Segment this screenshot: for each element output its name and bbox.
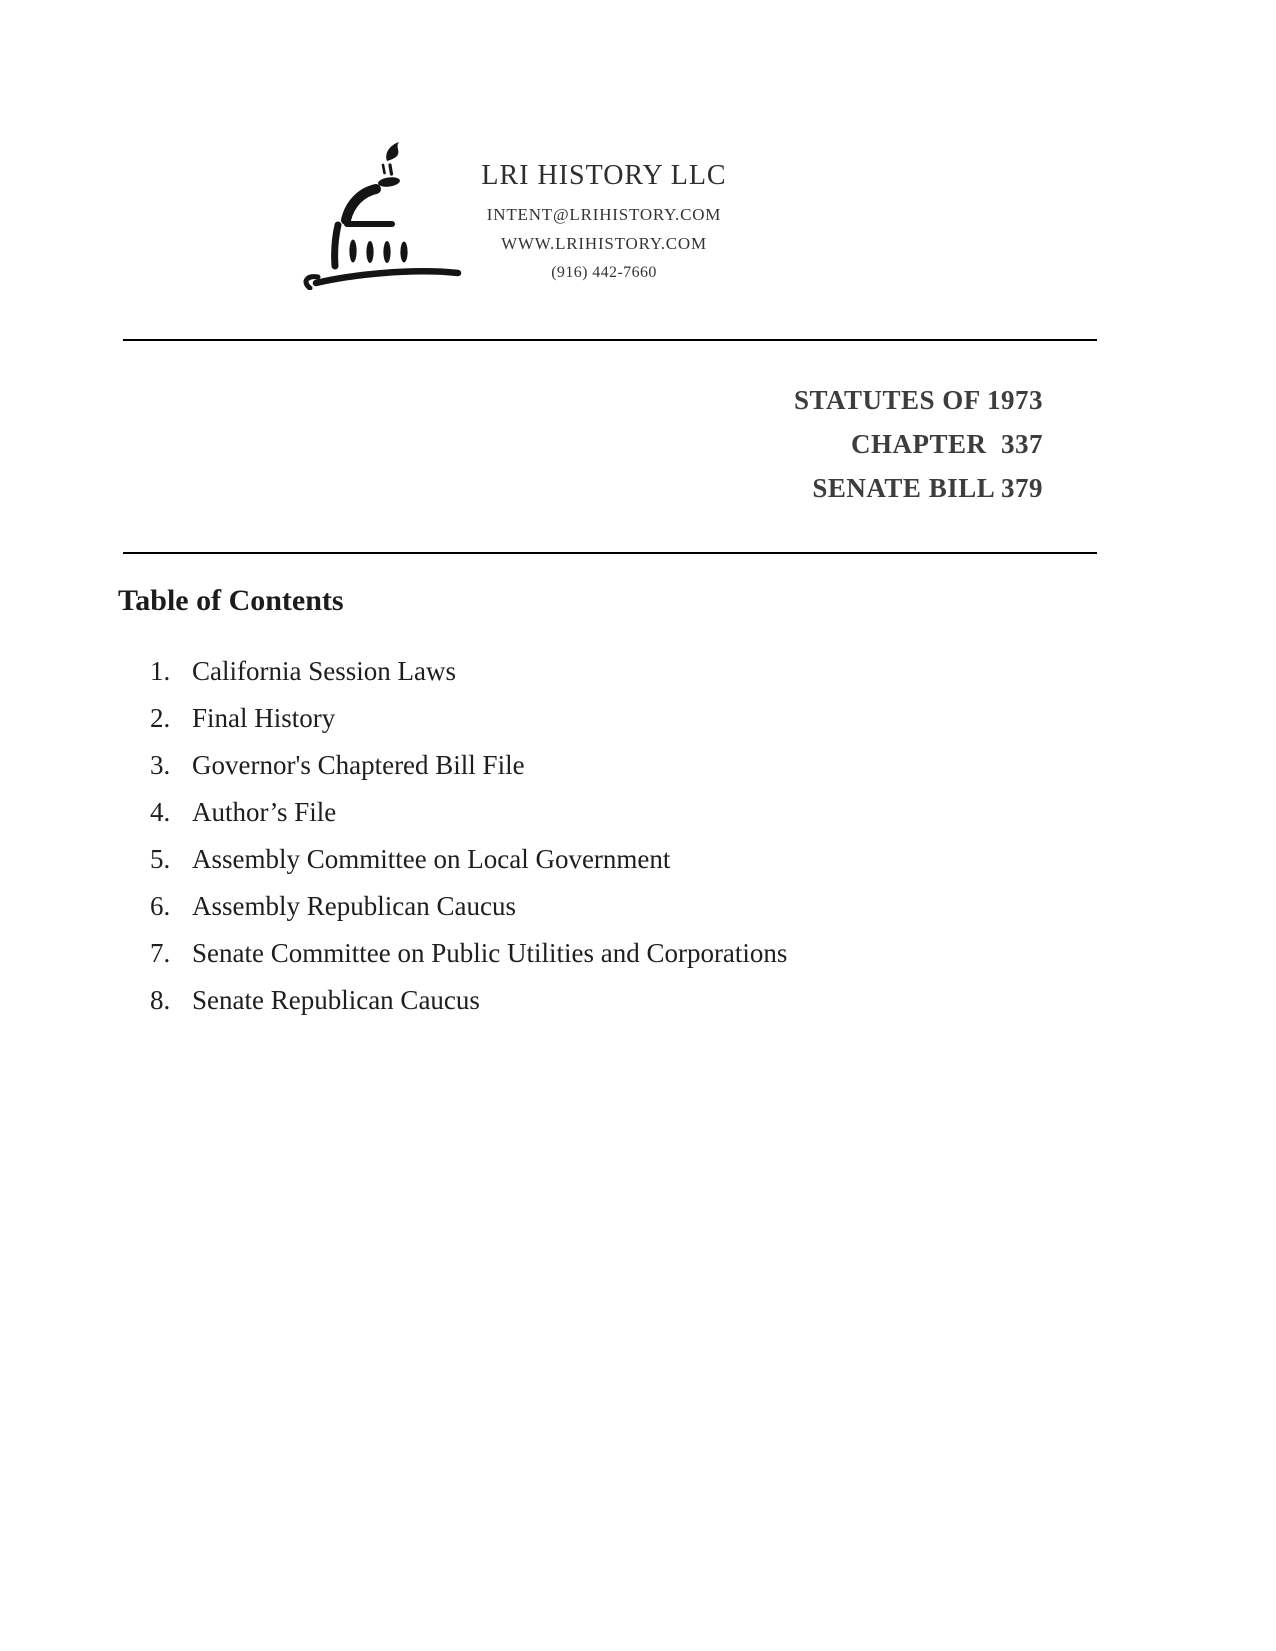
toc-item-number: 6. (150, 891, 171, 921)
toc-item-label: Assembly Republican Caucus (192, 891, 516, 921)
divider-bottom (123, 552, 1097, 554)
chapter-line: CHAPTER 337 (850, 429, 1043, 459)
statutes-year-line: STATUTES OF 1973 (793, 385, 1043, 415)
statute-title-block (794, 378, 1043, 510)
senate-bill-line: SENATE BILL 379 (812, 473, 1043, 503)
contact-phone: (916) 442-7660 (551, 264, 657, 281)
toc-item-label: Senate Republican Caucus (192, 985, 480, 1015)
contact-block (434, 200, 774, 287)
toc-heading: Table of Contents (118, 584, 344, 617)
toc-item-number: 2. (150, 703, 171, 733)
toc-item (150, 789, 1100, 836)
toc-item (150, 977, 1100, 1024)
toc-item-label: Governor's Chaptered Bill File (192, 750, 525, 780)
toc-item (150, 695, 1100, 742)
toc-item-label: Senate Committee on Public Utilities and Corporations (192, 938, 788, 968)
toc-item-number: 4. (150, 797, 171, 827)
letterhead (434, 158, 774, 287)
toc-item-number: 1. (150, 656, 171, 686)
toc-item (150, 648, 1100, 695)
toc-item-label: Assembly Committee on Local Government (192, 844, 671, 874)
toc-item-label: Author’s File (192, 797, 337, 827)
toc-item (150, 742, 1100, 789)
company-name: LRI HISTORY LLC (481, 160, 727, 191)
toc-item (150, 930, 1100, 977)
toc-item-number: 3. (150, 750, 171, 780)
contact-email: INTENT@LRIHISTORY.COM (486, 205, 722, 224)
toc-list (150, 648, 1100, 1024)
divider-top (123, 339, 1097, 341)
contact-website: WWW.LRIHISTORY.COM (501, 234, 707, 253)
toc-item (150, 883, 1100, 930)
toc-item-number: 7. (150, 938, 171, 968)
toc-item-number: 8. (150, 985, 171, 1015)
toc-item-number: 5. (150, 844, 171, 874)
toc-item-label: Final History (192, 703, 336, 733)
toc-item (150, 836, 1100, 883)
toc-item-label: California Session Laws (192, 656, 456, 686)
